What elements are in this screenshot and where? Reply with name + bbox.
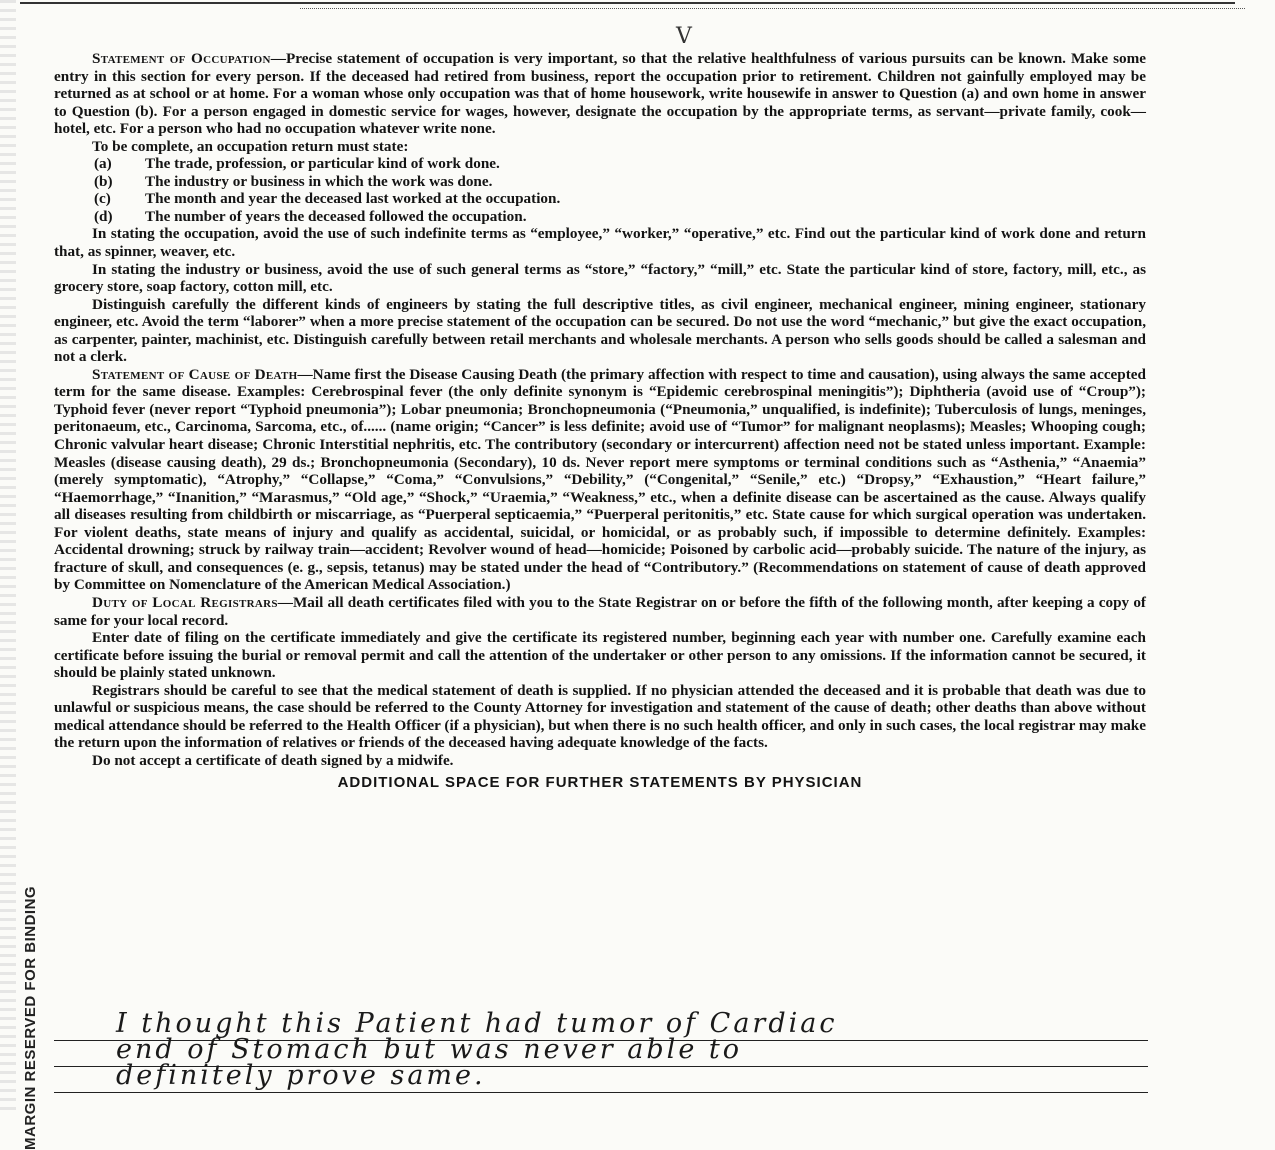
registrars-section <box>54 594 1146 629</box>
occupation-intro: —Precise statement of occupation is very important, so that the relative healthfulness of various pursuits can be known. Make some entry in this section for every person. If the deceased had retired from business, report the occupation prior to retirement. Children not gainfully employed may be returned as at school or at home. For a woman whose only occupation was that of home housework, write housewife in answer to Question (a) and own home in answer to Question (b). For a person engaged in domestic service for wages, however, designate the occupation by the appropriate terms, as servant—private family, cook—hotel, etc. For a person who had no occupation whatever write none. <box>54 50 1146 138</box>
cause-of-death-section <box>54 366 1146 594</box>
registrars-heading: Duty of Local Registrars <box>92 593 278 611</box>
writing-line-3 <box>54 1092 1148 1093</box>
occupation-industry-terms: In stating the industry or business, avoid the use of such general terms as “store,” “factory,” “mill,” etc. State the particular kind of store, factory, mill, etc., as grocery store, soap factory, cotton mill, etc. <box>54 260 1146 296</box>
physician-statement-area <box>54 1008 1148 1098</box>
cause-of-death-heading: Statement of Cause of Death <box>92 365 298 383</box>
registrars-text: —Mail all death certificates filed with you to the State Registrar on or before the fifth of the following month, after keeping a copy of same for your local record. <box>54 593 1146 629</box>
registrars-midwife: Do not accept a certificate of death signed by a midwife. <box>92 751 454 769</box>
occupation-item-c: (c) The month and year the deceased last worked at the occupation. <box>94 190 561 208</box>
registrars-filing: Enter date of filing on the certificate immediately and give the certificate its registered number, beginning each year with number one. Carefully examine each certificate before issuing the burial or removal permit and call the attention of the undertaker or other person to any omissions. If the information cannot be secured, it should be plainly stated unknown. <box>54 629 1146 682</box>
top-rule <box>20 2 1235 7</box>
occupation-item-a: (a) The trade, profession, or particular kind of work done. <box>94 155 500 173</box>
occupation-item-b: (b) The industry or business in which the work was done. <box>94 172 493 190</box>
occupation-engineers: Distinguish carefully the different kinds of engineers by stating the full descriptive titles, as civil engineer, mechanical engineer, mining engineer, stationary engineer, etc. Avoid the term “laborer” when a more precise statement of the occupation can be secured. Do not use the word “mechanic,” but give the exact occupation, as carpenter, painter, machinist, etc. Distinguish carefully between retail merchants and wholesale merchants. A person who sells goods should be called a salesman and not a clerk. <box>54 295 1146 366</box>
occupation-complete-lead: To be complete, an occupation return must state: <box>92 137 409 155</box>
occupation-indefinite-terms: In stating the occupation, avoid the use of such indefinite terms as “employee,” “worker,” “operative,” etc. Find out the particular kind of work done and return that, as spinner, weaver, etc. <box>54 225 1146 261</box>
cause-of-death-text: —Name first the Disease Causing Death (the primary affection with respect to time and causation), using always the same accepted term for the same disease. Examples: Cerebrospinal fever (the only definite synonym is “Epidemic cerebrospinal meningitis”); Diphtheria (avoid use of “Croup”); Typhoid fever (never report “Typhoid pneumonia”); Lobar pneumonia; Bronchopneumonia (“Pneumonia,” unqualified, is indefinite); Tuberculosis of lungs, meninges, peritonaeum, etc., Carcinoma, Sarcoma, etc., of...... (name origin; “Cancer” is less definite; avoid use of “Tumor” for malignant neoplasms); Measles; Whooping cough; Chronic valvular heart disease; Chronic Interstitial nephritis, etc. The contributory (secondary or intercurrent) affection need not be stated unless important. Example: Measles (disease causing death), 29 ds.; Bronchopneumonia (Secondary), 10 ds. Never report mere symptoms or terminal conditions such as “Asthenia,” “Anaemia” (merely symptomatic), “Atrophy,” “Collapse,” “Coma,” “Convulsions,” “Debility,” (“Congenital,” “Senile,” etc.) “Dropsy,” “Exhaustion,” “Heart failure,” “Haemorrhage,” “Inanition,” “Marasmus,” “Old age,” “Shock,” “Uraemia,” “Weakness,” etc., when a definite disease can be ascertained as the cause. Always qualify all diseases resulting from childbirth or miscarriage, as “Puerperal septicaemia,” “Puerperal peritonitis,” etc. State cause for which surgical operation was undertaken. For violent deaths, state means of injury and qualify as accidental, suicidal, or homicidal, or as probably such, if impossible to determine definitely. Examples: Accidental drowning; struck by railway train—accident; Revolver wound of head—homicide; Poisoned by carbolic acid—probably suicide. The nature of the injury, as fracture of skull, and consequences (e. g., sepsis, tetanus) may be stated under the head of “Contributory.” (Recommendations on statement of cause of death approved by Committee on Nomenclature of the American Medical Association.) <box>54 365 1146 594</box>
top-dotted-rule <box>300 8 1245 9</box>
binding-margin-note: MARGIN RESERVED FOR BINDING <box>22 885 39 1150</box>
instructions-body <box>54 50 1146 792</box>
physician-space-heading: ADDITIONAL SPACE FOR FURTHER STATEMENTS BY PHYSICIAN <box>337 774 863 792</box>
binding-edge-scan-marks <box>0 0 16 1114</box>
occupation-section <box>54 50 1146 138</box>
occupation-item-d: (d) The number of years the deceased followed the occupation. <box>94 207 527 225</box>
handwritten-line-1: I thought this Patient had tumor of Cardiac <box>116 1008 838 1039</box>
handwritten-line-2: end of Stomach but was never able to <box>116 1034 742 1065</box>
occupation-heading: Statement of Occupation <box>92 50 271 67</box>
top-handwritten-mark: V <box>676 24 692 49</box>
handwritten-line-3: definitely prove same. <box>116 1060 486 1091</box>
registrars-careful: Registrars should be careful to see that the medical statement of death is supplied. If no physician attended the deceased and it is probable that death was due to unlawful or suspicious means, the case should be referred to the County Attorney for investigation and statement of the cause of death; other deaths than above without medical attendance should be referred to the Health Officer (if a physician), but when there is no such health officer, and only in such cases, the local registrar may make the return upon the information of relatives or friends of the deceased having adequate knowledge of the facts. <box>54 681 1146 752</box>
